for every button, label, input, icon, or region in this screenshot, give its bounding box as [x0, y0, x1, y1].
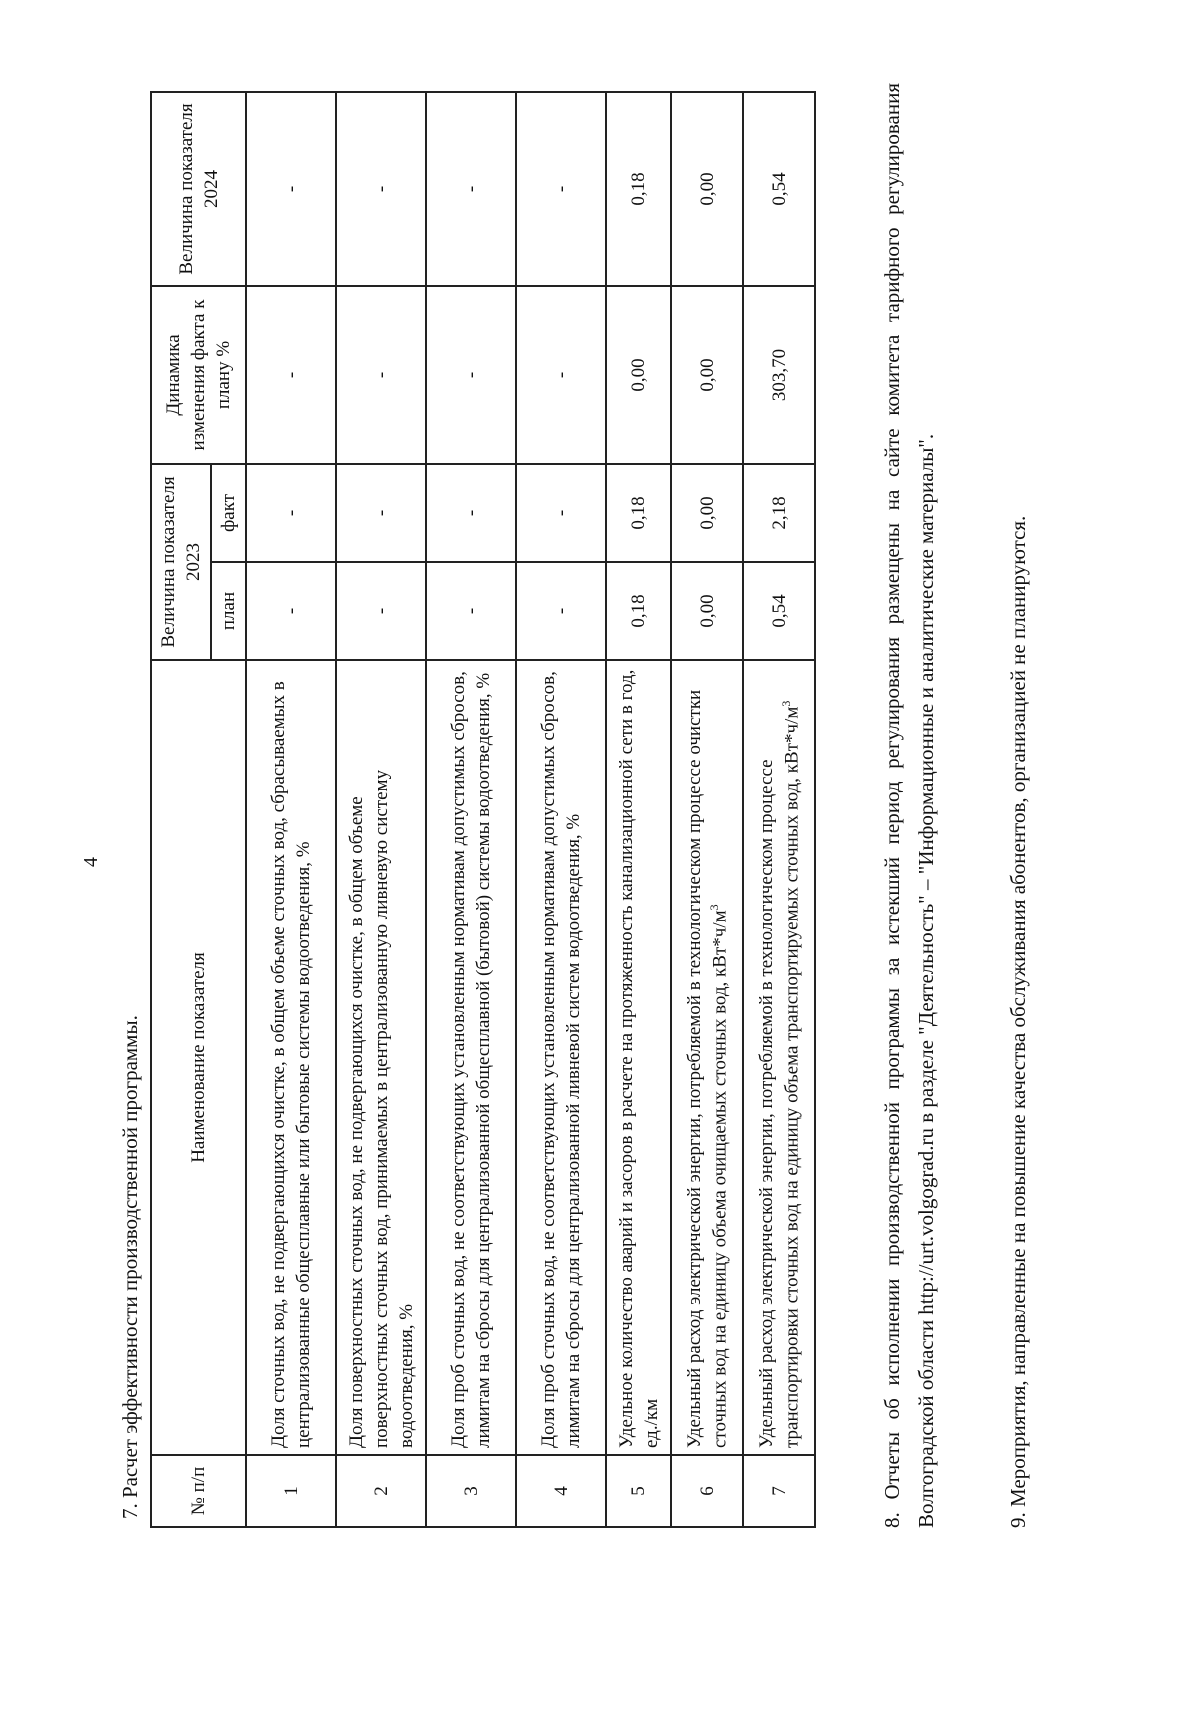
table-row	[671, 92, 743, 1527]
row-num: 4	[516, 1455, 606, 1527]
efficiency-table	[150, 91, 816, 1528]
header-name: Наименование показателя	[151, 660, 246, 1455]
row-dynamics: 0,00	[671, 286, 743, 464]
row-num: 3	[426, 1455, 516, 1527]
row-name: Удельное количество аварий и засоров в расчете на протяженность канализационной сети в год, ед./км	[606, 660, 671, 1455]
row-value-2024: -	[516, 92, 606, 286]
table-header-row	[151, 92, 211, 1527]
row-plan: 0,54	[743, 562, 815, 660]
row-dynamics: -	[516, 286, 606, 464]
row-dynamics: -	[246, 286, 336, 464]
header-dynamics: Динамика изменения факта к плану %	[151, 286, 246, 464]
row-name	[671, 660, 743, 1455]
unit-superscript: 3	[779, 700, 794, 707]
header-fact: факт	[211, 464, 246, 562]
row-fact: 2,18	[743, 464, 815, 562]
header-value-2024: Величина показателя 2024	[151, 92, 246, 286]
row-dynamics: -	[336, 286, 426, 464]
row-fact: -	[336, 464, 426, 562]
table-row	[516, 92, 606, 1527]
row-name: Доля проб сточных вод, не соответствующих установленным нормативам допустимых сбросов, лимитам на сбросы для централизованной ливневой систем водоотведения, %	[516, 660, 606, 1455]
row-plan: -	[516, 562, 606, 660]
row-value-2024: -	[336, 92, 426, 286]
row-name-text: Удельный расход электрической энергии, потребляемой в технологическом процессе транспортировки сточных вод на единицу объема транспортируемых сточных вод, кВт*ч/м	[755, 706, 803, 1448]
page-number: 4	[80, 857, 102, 867]
row-dynamics: 0,00	[606, 286, 671, 464]
row-name	[743, 660, 815, 1455]
row-fact: -	[426, 464, 516, 562]
row-dynamics: -	[426, 286, 516, 464]
table-row	[336, 92, 426, 1527]
header-num: № п/п	[151, 1455, 246, 1527]
header-plan: план	[211, 562, 246, 660]
row-value-2024: -	[426, 92, 516, 286]
row-plan: -	[246, 562, 336, 660]
row-num: 7	[743, 1455, 815, 1527]
row-fact: -	[246, 464, 336, 562]
row-value-2024: 0,00	[671, 92, 743, 286]
row-fact: 0,18	[606, 464, 671, 562]
table-row	[246, 92, 336, 1527]
row-name: Доля поверхностных сточных вод, не подвергающихся очистке, в общем объеме поверхностных сточных вод, принимаемых в централизованную ливневую систему водоотведения, %	[336, 660, 426, 1455]
row-name-text: Удельный расход электрической энергии, потребляемой в технологическом процессе очистки сточных вод на единицу объема очищаемых сточных вод, кВт*ч/м	[683, 689, 731, 1448]
row-plan: -	[426, 562, 516, 660]
table-row	[426, 92, 516, 1527]
row-fact: -	[516, 464, 606, 562]
row-name: Доля сточных вод, не подвергающихся очистке, в общем объеме сточных вод, сбрасываемых в централизованные общесплавные или бытовые системы водоотведения, %	[246, 660, 336, 1455]
unit-superscript: 3	[707, 904, 722, 911]
row-value-2024: -	[246, 92, 336, 286]
section-8-paragraph: 8. Отчеты об исполнении производственной программы за истекший период регулирования размещены на сайте комитета тарифного регулирования Волгоградской области http://urt.volgograd.ru в разделе "Деятельность" – "Информационные и аналитические материалы".	[880, 83, 938, 1528]
row-value-2024: 0,18	[606, 92, 671, 286]
header-value-2023: Величина показателя 2023	[151, 464, 211, 660]
row-num: 6	[671, 1455, 743, 1527]
table-row	[606, 92, 671, 1527]
row-dynamics: 303,70	[743, 286, 815, 464]
row-plan: -	[336, 562, 426, 660]
row-num: 5	[606, 1455, 671, 1527]
row-plan: 0,00	[671, 562, 743, 660]
section-7-title: 7. Расчет эффективности производственной программы.	[118, 1015, 142, 1519]
section-9-paragraph: 9. Мероприятия, направленные на повышение качества обслуживания абонентов, организацией не планируются.	[1006, 515, 1030, 1528]
row-plan: 0,18	[606, 562, 671, 660]
table-row	[743, 92, 815, 1527]
row-num: 2	[336, 1455, 426, 1527]
row-name: Доля проб сточных вод, не соответствующих установленным нормативам допустимых сбросов, лимитам на сбросы для централизованной общесплавной (бытовой) системы водоотведения, %	[426, 660, 516, 1455]
row-fact: 0,00	[671, 464, 743, 562]
row-value-2024: 0,54	[743, 92, 815, 286]
row-num: 1	[246, 1455, 336, 1527]
